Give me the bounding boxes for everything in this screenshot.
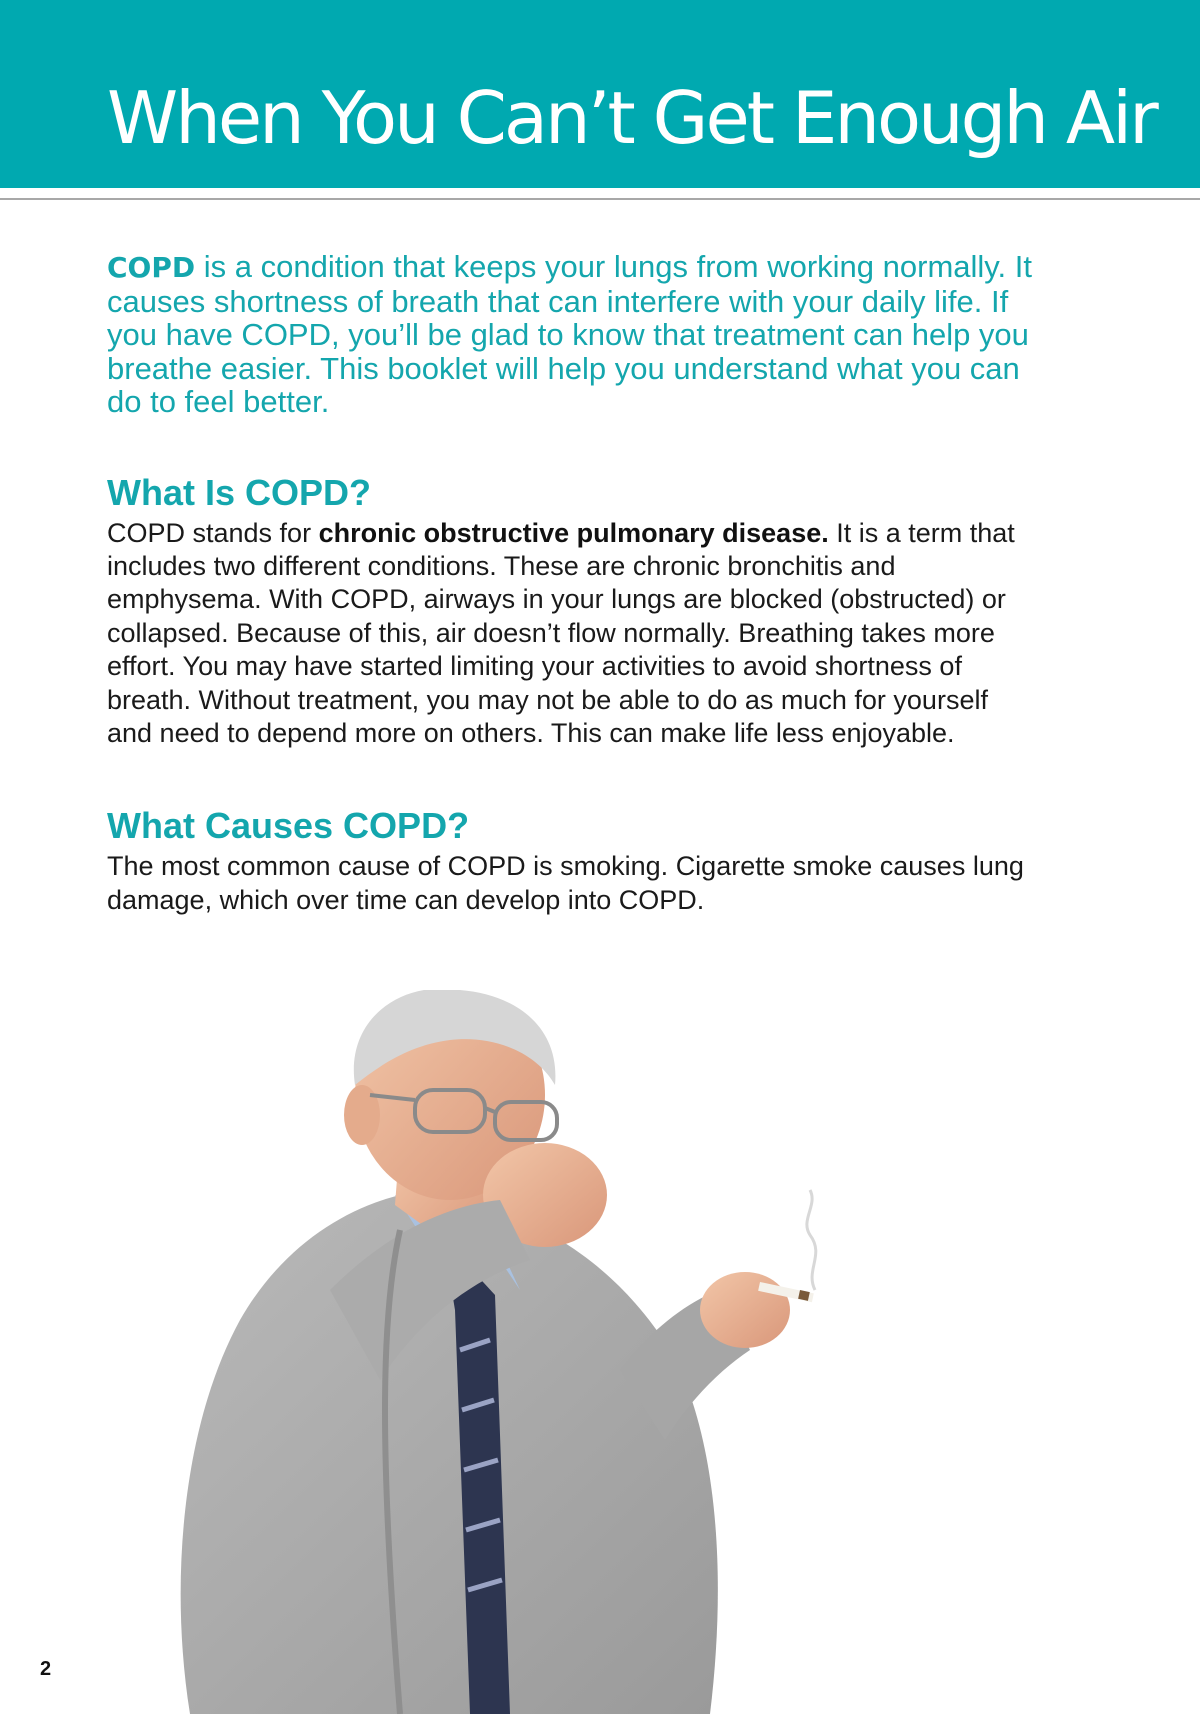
section-heading-what-causes-copd: What Causes COPD?: [107, 805, 470, 847]
section-body-what-causes-copd: The most common cause of COPD is smoking. Cigarette smoke causes lung damage, which over time can develop into COPD.: [107, 851, 1024, 915]
definition-term: chronic obstructive pulmonary disease.: [318, 517, 829, 548]
header-divider: [0, 198, 1200, 200]
definition-text-before: COPD stands for: [107, 517, 319, 548]
main-content: [107, 250, 1037, 917]
section-heading-what-is-copd: What Is COPD?: [107, 471, 372, 513]
intro-paragraph: [107, 250, 1037, 419]
header-banner: [0, 0, 1200, 188]
definition-text-after: It is a term that includes two different conditions. These are chronic bronchitis and emphysema. With COPD, airways in your lungs are blocked (obstructed) or collapsed. Because of this, air doesn’t flow normally. Breathing takes more effort. You may have started limiting your activities to avoid shortness of breath. Without treatment, you may not be able to do as much for yourself and need to depend more on others. This can make life less enjoyable.: [107, 517, 1015, 748]
section-body-what-is-copd: [107, 517, 1037, 751]
page-title: When You Can’t Get Enough Air: [107, 76, 1156, 160]
intro-lead-term: COPD: [107, 251, 196, 284]
intro-text: is a condition that keeps your lungs from working normally. It causes shortness of breath that can interfere with your daily life. If you have COPD, you’ll be glad to know that treatment can help you breathe easier. This booklet will help you understand what you can do to feel better.: [107, 249, 1032, 419]
page-number: 2: [40, 1658, 52, 1680]
smoker-coughing-photo: [150, 990, 890, 1714]
